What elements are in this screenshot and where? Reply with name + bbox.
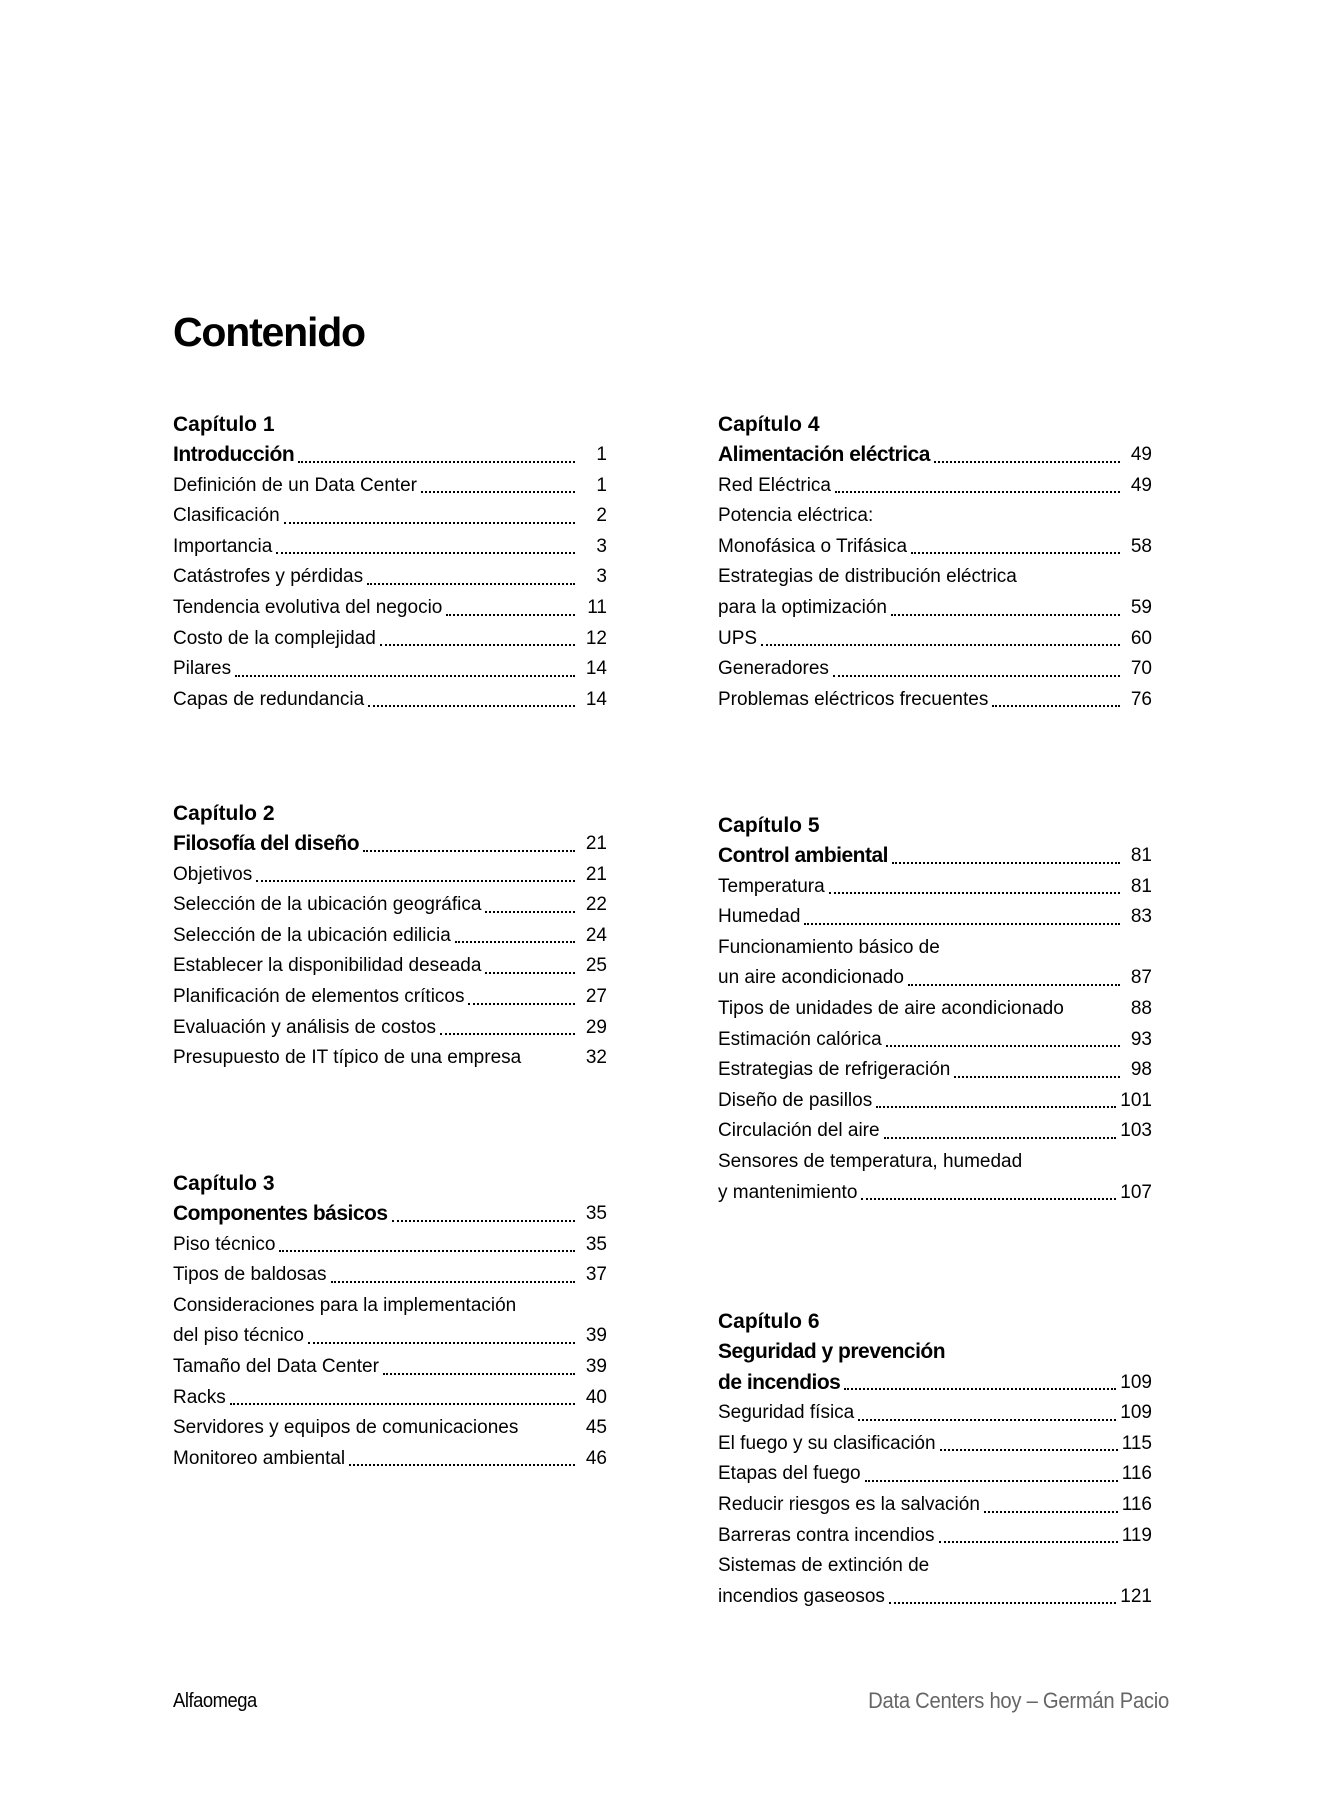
chapter-label: Capítulo 1 [173,413,275,436]
toc-entry[interactable] [173,1321,607,1352]
dot-leader [761,644,1120,646]
entry-title: Etapas del fuego [718,1463,861,1485]
entry-page: 49 [1130,474,1152,496]
dot-leader [829,892,1120,894]
entry-page: 25 [585,955,607,977]
toc-entry[interactable] [718,963,1152,994]
dot-leader [421,491,575,493]
chapter-4 [718,409,1152,715]
dot-leader [892,862,1120,864]
entry-page: 3 [596,566,607,588]
chapter-label: Capítulo 5 [718,814,820,837]
dot-leader [865,1480,1118,1482]
dot-leader [861,1198,1116,1200]
entry-page: 116 [1121,1463,1152,1485]
entry-title: del piso técnico [173,1325,304,1347]
dot-leader [392,1220,575,1222]
entry-title: Seguridad física [718,1402,855,1424]
dot-leader [844,1388,1116,1390]
toc-entry-line: Sistemas de extinción de [718,1555,930,1577]
entry-title: Filosofía del diseño [173,832,360,855]
entry-title: Costo de la complejidad [173,627,376,649]
toc-entry[interactable] [718,994,1152,1025]
dot-leader [884,1137,1117,1139]
toc-entry[interactable] [173,921,607,952]
toc-entry[interactable] [718,1055,1152,1086]
chapter-5 [718,810,1152,1208]
dot-leader [256,880,575,882]
toc-entry[interactable] [718,1459,1152,1490]
toc-entry[interactable] [718,1025,1152,1056]
entry-page: 46 [585,1447,607,1469]
entry-page: 39 [585,1325,607,1347]
toc-entry[interactable] [173,654,607,685]
dot-leader [279,1250,575,1252]
dot-leader [911,552,1120,554]
chapter-label: Capítulo 2 [173,802,275,825]
entry-title: Estimación calórica [718,1028,882,1050]
entry-page: 107 [1120,1181,1152,1203]
entry-title: Capas de redundancia [173,688,365,710]
dot-leader [940,1449,1118,1451]
entry-title: y mantenimiento [718,1181,858,1203]
dot-leader [455,941,575,943]
toc-entry[interactable] [718,1490,1152,1521]
toc-entry[interactable] [173,1413,607,1444]
toc-entry[interactable] [173,1230,607,1261]
dot-leader [367,583,575,585]
footer-publisher: Alfaomega [173,1690,257,1712]
entry-title: Red Eléctrica [718,474,831,496]
dot-leader [230,1403,575,1405]
page-title: Contenido [173,309,365,355]
entry-title: Tamaño del Data Center [173,1355,379,1377]
dot-leader [383,1373,575,1375]
toc-entry[interactable] [718,624,1152,655]
entry-title: Circulación del aire [718,1120,880,1142]
entry-title: un aire acondicionado [718,967,904,989]
entry-page: 37 [585,1264,607,1286]
toc-entry[interactable] [718,1429,1152,1460]
entry-page: 49 [1130,444,1152,465]
entry-title: Tipos de baldosas [173,1264,327,1286]
entry-title: Racks [173,1386,226,1408]
dot-leader [858,1419,1116,1421]
entry-title: Selección de la ubicación edilicia [173,924,451,946]
chapter-title-entry[interactable] [718,841,1152,872]
toc-entry[interactable] [718,532,1152,563]
entry-page: 101 [1120,1089,1152,1111]
entry-page: 119 [1121,1524,1152,1546]
toc-entry[interactable] [718,872,1152,903]
dot-leader [276,552,575,554]
entry-title: Control ambiental [718,844,889,867]
toc-entry[interactable] [173,1043,607,1074]
entry-page: 14 [585,658,607,680]
entry-page: 115 [1121,1432,1152,1454]
toc-entry[interactable] [173,593,607,624]
toc-entry[interactable] [718,1116,1152,1147]
entry-title: Diseño de pasillos [718,1089,873,1111]
entry-page: 76 [1130,688,1152,710]
dot-leader [833,675,1120,677]
entry-title: Barreras contra incendios [718,1524,935,1546]
toc-entry[interactable] [173,951,607,982]
entry-title: Servidores y equipos de comunicaciones [173,1417,519,1439]
entry-title: Alimentación eléctrica [718,443,930,466]
entry-title: El fuego y su clasificación [718,1432,936,1454]
toc-entry[interactable] [718,685,1152,716]
dot-leader [349,1464,575,1466]
entry-page: 81 [1130,845,1152,866]
dot-leader [485,911,575,913]
toc-entry[interactable] [173,501,607,532]
entry-title: Clasificación [173,505,280,527]
entry-page: 59 [1130,596,1152,618]
dot-leader [368,705,575,707]
dot-leader [835,491,1120,493]
entry-title: Presupuesto de IT típico de una empresa [173,1047,522,1069]
entry-page: 3 [596,535,607,557]
dot-leader [804,923,1120,925]
entry-page: 39 [585,1355,607,1377]
entry-page: 116 [1121,1493,1152,1515]
dot-leader [889,1602,1116,1604]
entry-page: 21 [585,833,607,854]
entry-page: 2 [596,505,607,527]
entry-page: 12 [585,627,607,649]
entry-page: 35 [585,1233,607,1255]
toc-entry[interactable] [718,593,1152,624]
entry-title: Catástrofes y pérdidas [173,566,364,588]
dot-leader [308,1342,575,1344]
toc-entry[interactable] [173,562,607,593]
chapter-3 [173,1168,607,1474]
toc-entry-line: Estrategias de distribución eléctrica [718,566,1017,588]
dot-leader [908,984,1120,986]
toc-entry[interactable] [173,1013,607,1044]
toc-entry[interactable] [173,1444,607,1475]
toc-entry[interactable] [173,624,607,655]
dot-leader [284,522,575,524]
toc-entry-line: Sensores de temperatura, humedad [718,1150,1023,1172]
entry-title: Planificación de elementos críticos [173,985,465,1007]
toc-entry[interactable] [173,1352,607,1383]
entry-title: Establecer la disponibilidad deseada [173,955,482,977]
chapter-title-entry[interactable] [718,440,1152,471]
dot-leader [876,1106,1116,1108]
chapter-title-line: Seguridad y prevención [718,1340,946,1363]
entry-page: 109 [1120,1371,1152,1393]
dot-leader [939,1541,1118,1543]
entry-title: Introducción [173,443,295,466]
chapter-title-entry[interactable] [718,1368,1152,1399]
entry-title: Selección de la ubicación geográfica [173,894,482,916]
entry-title: Reducir riesgos es la salvación [718,1493,980,1515]
entry-page: 109 [1120,1402,1152,1424]
entry-page: 1 [596,444,607,465]
entry-page: 22 [585,894,607,916]
toc-entry[interactable] [173,1383,607,1414]
entry-page: 103 [1120,1120,1152,1142]
entry-page: 11 [587,596,607,618]
toc-entry[interactable] [173,982,607,1013]
entry-page: 70 [1130,658,1152,680]
entry-page: 40 [585,1386,607,1408]
entry-page: 29 [585,1016,607,1038]
dot-leader [380,644,575,646]
dot-leader [235,675,575,677]
entry-page: 83 [1130,906,1152,928]
entry-page: 35 [585,1203,607,1224]
dot-leader [954,1076,1120,1078]
toc-entry[interactable] [718,1582,1152,1613]
dot-leader [992,705,1120,707]
dot-leader [440,1033,575,1035]
entry-page: 93 [1130,1028,1152,1050]
entry-page: 81 [1130,875,1152,897]
entry-title: Pilares [173,658,232,680]
chapter-6 [718,1306,1152,1612]
entry-page: 14 [585,688,607,710]
entry-title: Definición de un Data Center [173,474,417,496]
toc-entry[interactable] [718,654,1152,685]
entry-title: Tipos de unidades de aire acondicionado [718,997,1064,1019]
chapter-label: Capítulo 3 [173,1172,275,1195]
dot-leader [485,972,575,974]
entry-page: 45 [585,1417,607,1439]
dot-leader [891,614,1120,616]
entry-title: para la optimización [718,596,887,618]
toc-entry[interactable] [173,471,607,502]
toc-entry[interactable] [718,471,1152,502]
entry-page: 88 [1130,997,1152,1019]
entry-page: 98 [1130,1059,1152,1081]
toc-entry[interactable] [718,1521,1152,1552]
toc-entry[interactable] [718,1178,1152,1209]
chapter-1 [173,409,607,715]
entry-title: de incendios [718,1370,841,1394]
entry-title: Temperatura [718,875,825,897]
toc-entry[interactable] [173,860,607,891]
entry-page: 1 [596,474,607,496]
dot-leader [446,614,575,616]
entry-title: Estrategias de refrigeración [718,1059,951,1081]
entry-title: Generadores [718,658,829,680]
dot-leader [363,850,575,852]
toc-entry[interactable] [173,685,607,716]
toc-entry[interactable] [173,532,607,563]
chapter-label: Capítulo 6 [718,1310,820,1333]
toc-entry-line: Consideraciones para la implementación [173,1294,517,1316]
toc-entry[interactable] [718,1086,1152,1117]
footer-book-title: Data Centers hoy – Germán Pacio [868,1688,1169,1713]
entry-title: Problemas eléctricos frecuentes [718,688,989,710]
chapter-label: Capítulo 4 [718,413,820,436]
entry-title: Piso técnico [173,1233,276,1255]
entry-page: 24 [585,924,607,946]
toc-entry[interactable] [718,902,1152,933]
entry-title: Importancia [173,535,273,557]
entry-title: Evaluación y análisis de costos [173,1016,436,1038]
dot-leader [331,1281,575,1283]
entry-page: 32 [585,1047,607,1069]
entry-title: Objetivos [173,863,253,885]
entry-title: Humedad [718,906,801,928]
chapter-title-entry[interactable] [173,440,607,471]
toc-entry[interactable] [173,1260,607,1291]
toc-entry-line: Funcionamiento básico de [718,936,940,958]
chapter-title-entry[interactable] [173,829,607,860]
entry-title: Componentes básicos [173,1202,388,1225]
dot-leader [934,461,1120,463]
entry-page: 60 [1130,627,1152,649]
entry-page: 87 [1130,967,1152,989]
chapter-2 [173,798,607,1074]
entry-title: incendios gaseosos [718,1585,885,1607]
dot-leader [468,1003,575,1005]
dot-leader [984,1511,1118,1513]
dot-leader [298,461,575,463]
chapter-title-entry[interactable] [173,1199,607,1230]
toc-entry[interactable] [173,890,607,921]
entry-page: 121 [1120,1585,1152,1607]
dot-leader [886,1045,1120,1047]
entry-page: 58 [1130,535,1152,557]
toc-entry[interactable] [718,1398,1152,1429]
entry-title: Monitoreo ambiental [173,1447,346,1469]
entry-title: Tendencia evolutiva del negocio [173,596,443,618]
entry-title: UPS [718,627,758,649]
entry-title: Monofásica o Trifásica [718,535,908,557]
toc-entry-line: Potencia eléctrica: [718,505,874,527]
entry-page: 27 [585,985,607,1007]
entry-page: 21 [585,863,607,885]
